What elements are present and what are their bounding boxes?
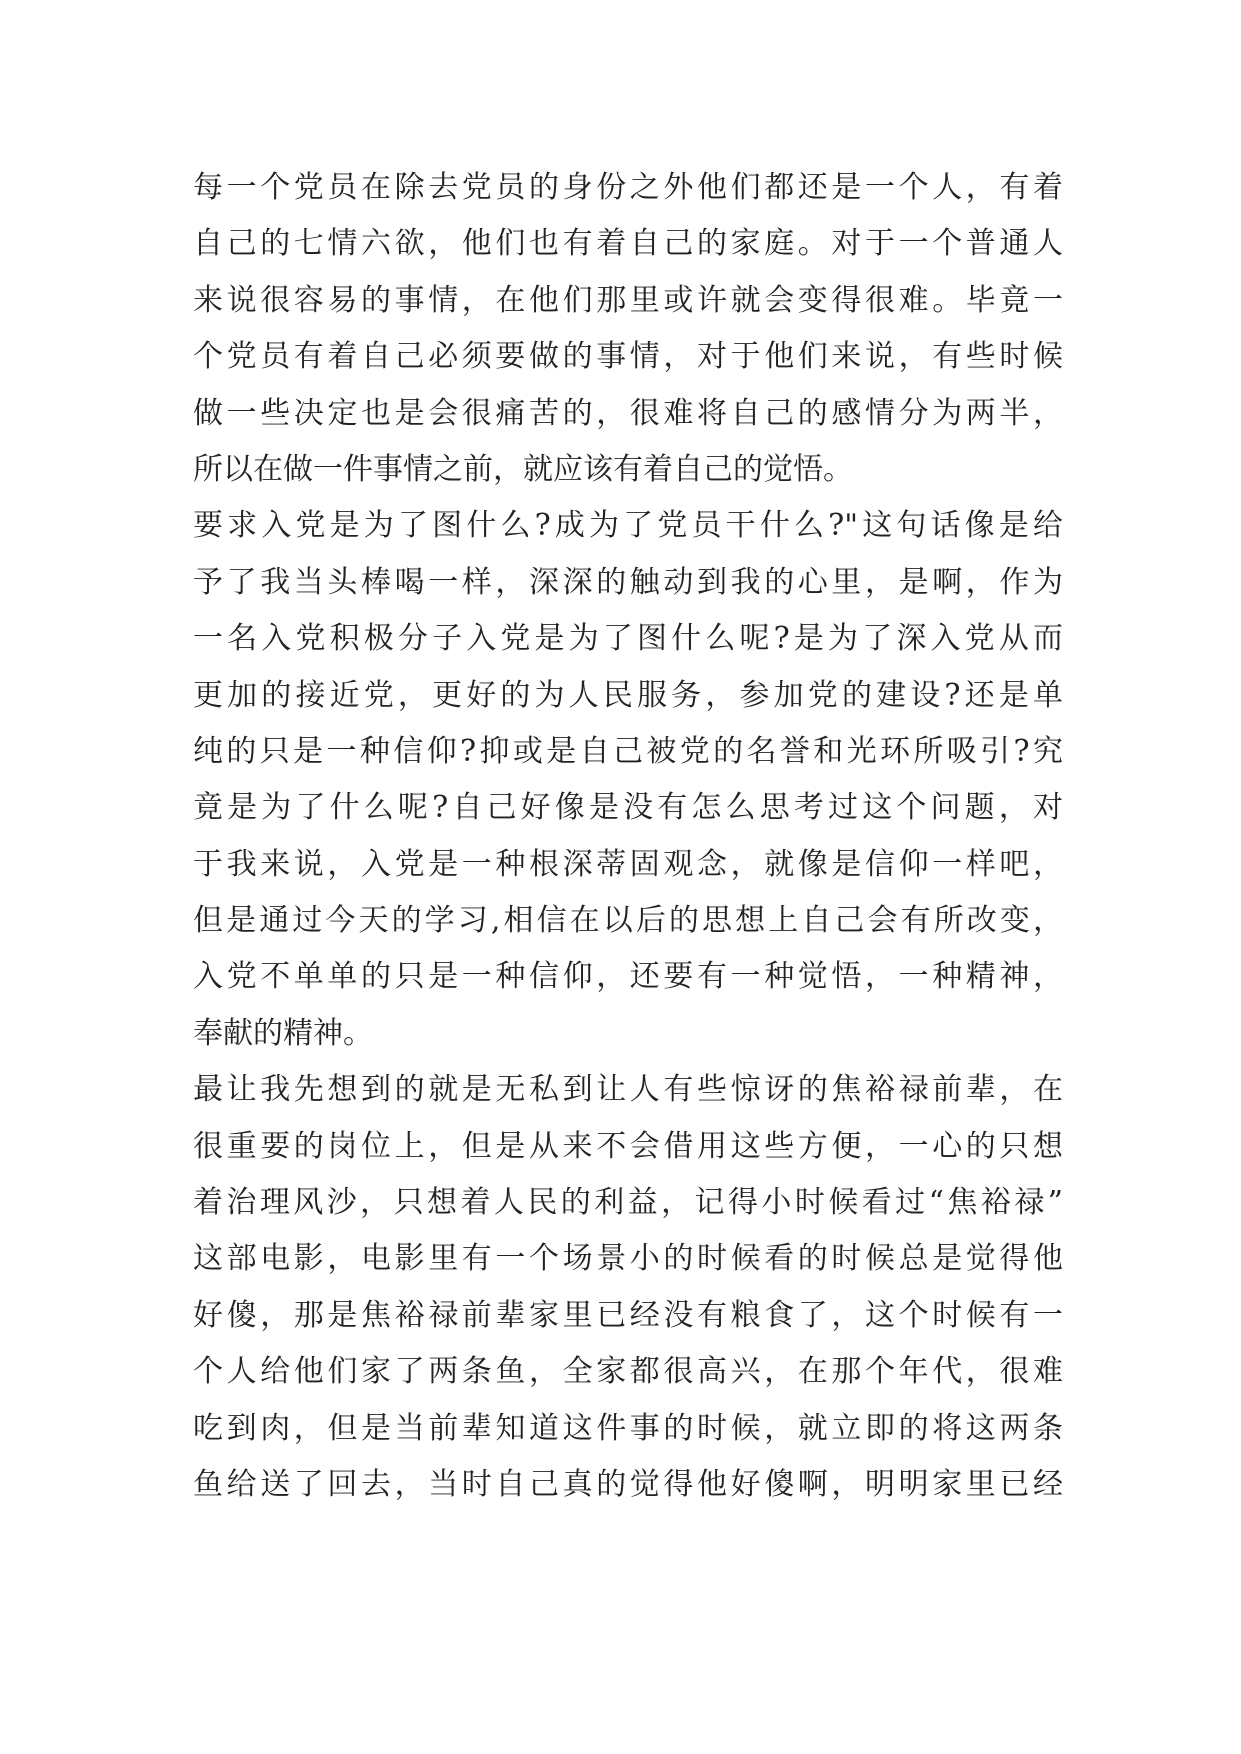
text-line: 吃到肉，但是当前辈知道这件事的时候，就立即的将这两条: [193, 1410, 1063, 1446]
text-line: 鱼给送了回去，当时自己真的觉得他好傻啊，明明家里已经: [193, 1466, 1063, 1502]
text-line: 但是通过今天的学习,相信在以后的思想上自己会有所改变，: [193, 903, 1063, 939]
text-line: 纯的只是一种信仰?抑或是自己被党的名誉和光环所吸引?究: [193, 733, 1063, 769]
text-line: 这部电影，电影里有一个场景小的时候看的时候总是觉得他: [193, 1241, 1063, 1277]
text-line: 最让我先想到的就是无私到让人有些惊讶的焦裕禄前辈，在: [193, 1072, 1063, 1108]
text-line: 予了我当头棒喝一样，深深的触动到我的心里，是啊，作为: [193, 564, 1063, 600]
text-line: 奉献的精神。: [193, 1015, 373, 1051]
text-line: 于我来说，入党是一种根深蒂固观念，就像是信仰一样吧，: [193, 846, 1063, 882]
text-line: 来说很容易的事情，在他们那里或许就会变得很难。毕竟一: [193, 282, 1063, 318]
paragraph-1: [193, 160, 1063, 498]
text-line: 所以在做一件事情之前，就应该有着自己的觉悟。: [193, 451, 853, 487]
paragraph-3: [193, 1062, 1063, 1513]
text-line: 每一个党员在除去党员的身份之外他们都还是一个人，有着: [193, 170, 1063, 205]
text-line: 很重要的岗位上，但是从来不会借用这些方便，一心的只想: [193, 1128, 1063, 1164]
text-line: 入党不单单的只是一种信仰，还要有一种觉悟，一种精神，: [193, 959, 1063, 995]
text-line: 自己的七情六欲，他们也有着自己的家庭。对于一个普通人: [193, 226, 1063, 262]
text-line: 个人给他们家了两条鱼，全家都很高兴，在那个年代，很难: [193, 1354, 1063, 1390]
text-line: 做一些决定也是会很痛苦的，很难将自己的感情分为两半，: [193, 395, 1063, 431]
document-body: [193, 160, 1063, 1513]
text-line: 好傻，那是焦裕禄前辈家里已经没有粮食了，这个时候有一: [193, 1297, 1063, 1333]
text-line: 一名入党积极分子入党是为了图什么呢?是为了深入党从而: [193, 621, 1063, 657]
text-line: 要求入党是为了图什么?成为了党员干什么?"这句话像是给: [193, 508, 1063, 544]
text-line: 竟是为了什么呢?自己好像是没有怎么思考过这个问题，对: [193, 790, 1063, 826]
text-line: 着治理风沙，只想着人民的利益，记得小时候看过“焦裕禄”: [193, 1185, 1063, 1221]
paragraph-2: [193, 498, 1063, 1062]
text-line: 个党员有着自己必须要做的事情，对于他们来说，有些时候: [193, 339, 1063, 375]
text-line: 更加的接近党，更好的为人民服务，参加党的建设?还是单: [193, 677, 1063, 713]
